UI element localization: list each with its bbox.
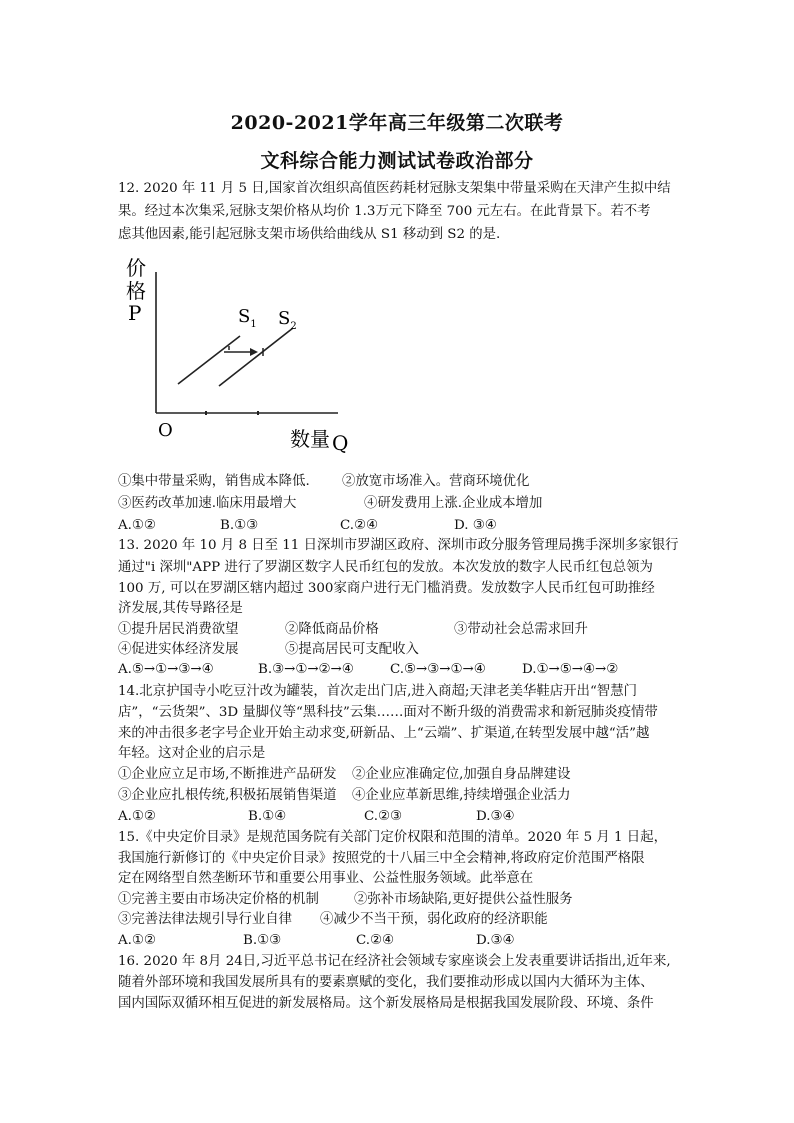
q13-option-a: A.⑤→①→③→④	[118, 662, 214, 677]
q12-line: 12. 2020 年 11 月 5 日,国家首次组织高值医药耗材冠脉支架集中带量采购在天津产生拟中结	[118, 181, 671, 196]
x-axis-label-q: Q	[332, 431, 349, 455]
q14-option-c: C.②③	[364, 809, 403, 824]
q14-item: ③企业应扎根传统,积极拓展销售渠道	[118, 788, 337, 803]
s1-label: $S_1$	[238, 306, 257, 330]
q15-item: ②弥补市场缺陷,更好提供公益性服务	[354, 892, 573, 907]
q14-line: 来的冲击很多老字号企业开始主动求变,研新品、上“云端”、扩渠道,在转型发展中越“活”越	[118, 726, 650, 741]
q15-line: 我国施行新修订的《中央定价目录》按照党的十八届三中全会精神,将政府定价范围严格限	[118, 851, 645, 866]
q14-option-d: D.③④	[476, 809, 515, 824]
shift-arrowhead	[250, 348, 258, 356]
q13-item: ③带动社会总需求回升	[454, 622, 588, 637]
q12-option-d: D. ③④	[454, 518, 497, 533]
q12-item: ①集中带量采购，销售成本降低.	[118, 474, 310, 489]
q15-option-b: B.①③	[243, 933, 282, 948]
q15-line: 定在网络型自然垄断环节和重要公用事业、公益性服务领域。此举意在	[118, 871, 534, 886]
q13-line: 济发展,其传导路径是	[118, 601, 243, 616]
q13-item: ⑤提高居民可支配收入	[285, 642, 419, 657]
q12-item: ②放宽市场准入。营商环境优化	[342, 474, 530, 489]
q12-item: ③医药改革加速.临床用最增大	[118, 496, 297, 511]
q13-option-b: B.③→①→②→④	[258, 662, 354, 677]
s2-curve	[219, 328, 293, 386]
y-axis-label-3: P	[128, 301, 142, 325]
q14-line: 14.北京护国寺小吃豆汁改为罐装，首次走出门店,进入商超;天津老美华鞋店开出“智慧门	[118, 684, 637, 699]
q16-line: 16. 2020 年 8月 24日,习近平总书记在经济社会领域专家座谈会上发表重要讲话指出,近年来,	[118, 954, 671, 969]
s2-label: $S_2$	[278, 308, 297, 332]
q13-item: ④促进实体经济发展	[118, 642, 239, 657]
q16-line: 国内国际双循环相互促进的新发展格局。这个新发展格局是根据我国发展阶段、环境、条件	[118, 996, 654, 1011]
q15-item: ①完善主要由市场决定价格的机制	[118, 892, 319, 907]
y-axis-label-2: 格	[126, 279, 146, 303]
q14-line: 年轻。这对企业的启示是	[118, 746, 266, 761]
q12-item: ④研发费用上涨.企业成本增加	[364, 496, 543, 511]
q14-item: ②企业应准确定位,加强自身品牌建设	[352, 767, 571, 782]
q15-item: ③完善法律法规引导行业自律	[118, 912, 293, 927]
q12-line: 虑其他因素,能引起冠脉支架市场供给曲线从 S1 移动到 S2 的是.	[118, 227, 501, 242]
q15-line: 15.《中央定价目录》是规范国务院有关部门定价权限和范围的清单。2020 年 5 月 1 日起，	[118, 830, 667, 845]
q14-option-b: B.①④	[248, 809, 287, 824]
q14-line: 店”，“云货架”、3D 量脚仪等“黑科技”云集……面对不断升级的消费需求和新冠肺炎疫情带	[118, 705, 658, 720]
q12-option-a: A.①②	[118, 518, 156, 533]
q13-line: 100 万, 可以在罗湖区辖内超过 300家商户进行无门槛消费。发放数字人民币红包可助推经	[118, 581, 655, 596]
q13-item: ②降低商品价格	[285, 622, 379, 637]
page-subtitle: 文科综合能力测试试卷政治部分	[260, 150, 534, 172]
q14-item: ①企业应立足市场,不断推进产品研发	[118, 767, 337, 782]
q13-option-c: C.⑤→③→①→④	[390, 662, 486, 677]
page-title: 2020-2021学年高三年级第二次联考	[230, 112, 564, 134]
q15-item: ④减少不当干预，弱化政府的经济职能	[320, 912, 548, 927]
q13-line: 13. 2020 年 10 月 8 日至 11 日深圳市罗湖区政府、深圳市政分服务管理局携手深圳多家银行	[118, 538, 679, 553]
q15-option-a: A.①②	[118, 933, 156, 948]
q12-option-c: C.②④	[340, 518, 379, 533]
q13-line: 通过"i 深圳"APP 进行了罗湖区数字人民币红包的发放。本次发放的数字人民币红包总领为	[118, 560, 653, 575]
y-axis-label-1: 价	[126, 256, 146, 280]
q13-option-d: D.①→⑤→④→②	[522, 662, 619, 677]
q12-option-b: B.①③	[220, 518, 259, 533]
q15-option-c: C.②④	[356, 933, 395, 948]
q13-item: ①提升居民消费欲望	[118, 622, 239, 637]
q14-item: ④企业应革新思维,持续增强企业活力	[352, 788, 571, 803]
origin-label: O	[158, 420, 173, 441]
x-axis-label: 数量	[290, 427, 330, 451]
q12-line: 果。经过本次集采,冠脉支架价格从均价 1.3万元下降至 700 元左右。在此背景下。若不考	[118, 204, 651, 219]
q16-line: 随着外部环境和我国发展所具有的要素禀赋的变化，我们要推动形成以国内大循环为主体、	[118, 975, 654, 990]
supply-curve-figure	[118, 250, 368, 460]
q15-option-d: D.③④	[476, 933, 515, 948]
q14-option-a: A.①②	[118, 809, 156, 824]
